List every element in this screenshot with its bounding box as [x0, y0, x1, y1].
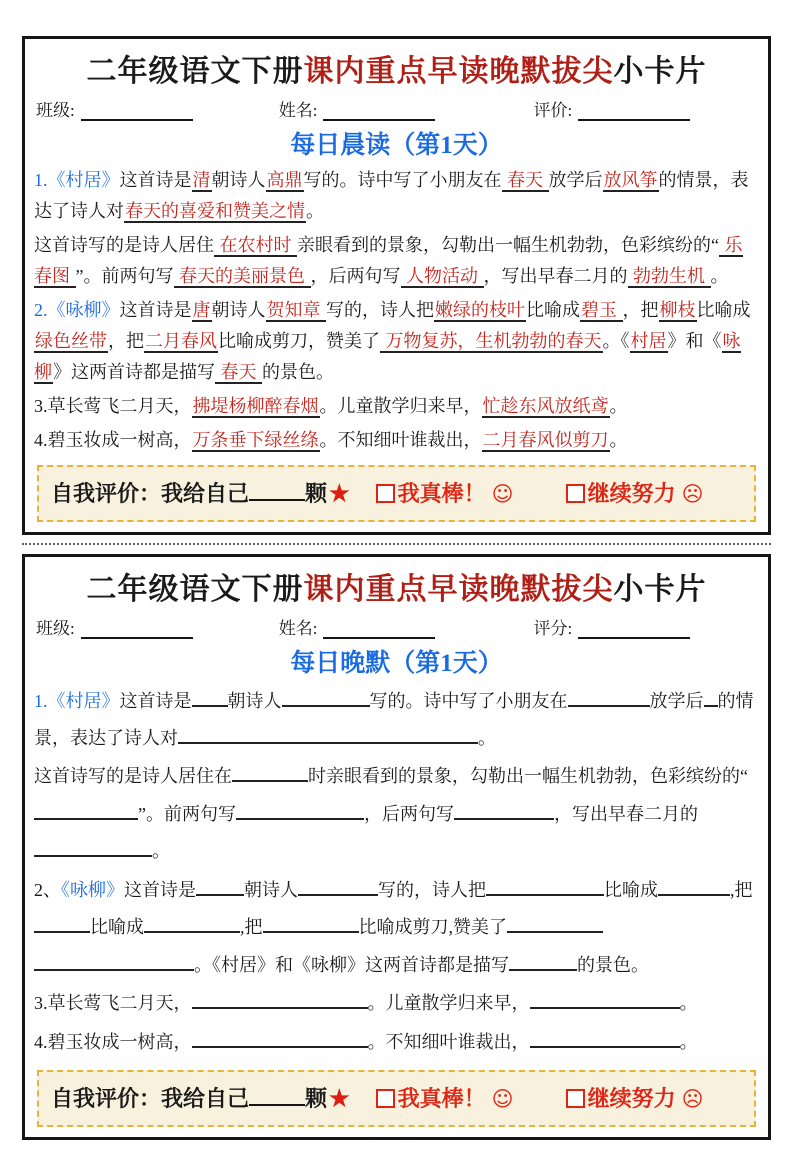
score-blank-line — [578, 620, 690, 639]
fill-in-blank — [178, 726, 478, 744]
fill-in-blank — [704, 688, 718, 706]
answer-text: 贺知章 — [266, 299, 325, 320]
answer-text: 春天 — [216, 361, 261, 382]
body-text: ，后两句写 — [364, 803, 454, 824]
answer-text: 二月春风 — [145, 330, 217, 351]
answer-text: 春天 — [502, 170, 548, 190]
checkbox-effort-icon — [566, 484, 585, 503]
poem-title: 1.《村居》 — [34, 690, 120, 711]
answer-text: 放风筝 — [603, 170, 658, 190]
body-text: 这首诗是 — [119, 690, 192, 711]
fill-in-blank — [282, 688, 370, 706]
body-text: 这首诗写的是诗人居住 — [34, 234, 214, 255]
name-label: 姓名: — [278, 101, 318, 120]
body-text: ，把 — [108, 330, 144, 351]
card-body — [34, 165, 759, 456]
card-title-black-left: 二年级语文下册 — [86, 55, 304, 88]
class-blank-line — [81, 102, 193, 121]
paragraph-cunju-analysis — [34, 230, 759, 292]
fill-in-blank — [530, 991, 680, 1009]
body-text: 。《村居》和《咏柳》这两首诗都是描写 — [194, 954, 509, 975]
fill-in-blank — [298, 877, 378, 895]
name-field — [279, 614, 436, 639]
poem-title: 2.《咏柳》 — [34, 299, 120, 320]
option-great-label: 我真棒！ — [397, 1085, 486, 1111]
self-evaluation-box — [37, 1070, 756, 1127]
answer-text: 在农村时 — [215, 234, 296, 255]
fill-in-blank — [34, 952, 194, 970]
answer-text: 嫩绿的枝叶 — [435, 299, 525, 320]
card-title-red: 课内重点早读晚默拔尖 — [303, 55, 614, 88]
body-text: 放学后 — [649, 690, 704, 711]
body-text: 4.碧玉妆成一树高， — [34, 1031, 192, 1052]
name-field — [279, 96, 436, 121]
body-text: 2、 — [34, 879, 61, 900]
body-text: 。 — [152, 841, 170, 862]
checkbox-great-icon — [376, 1089, 395, 1108]
fill-in-blank — [34, 802, 138, 820]
body-text: ,把 — [240, 917, 263, 938]
body-text: 这首诗是 — [119, 299, 192, 320]
body-text: 3.草长莺飞二月天， — [34, 993, 192, 1014]
body-text: 3.草长莺飞二月天， — [34, 395, 192, 416]
morning-reading-card — [22, 36, 771, 535]
body-text: 朝诗人 — [211, 299, 266, 320]
body-text: ，写出早春二月的 — [483, 265, 628, 286]
body-text: 。 — [609, 395, 628, 416]
option-effort-label: 继续努力 — [587, 1085, 676, 1111]
body-text: 。《 — [602, 330, 630, 351]
name-label: 姓名: — [278, 618, 318, 638]
answer-text: 拂堤杨柳醉春烟 — [192, 395, 319, 416]
paragraph-cunju — [34, 165, 759, 227]
fill-in-blank — [34, 839, 152, 857]
body-text: 比喻成剪刀,赞美了 — [358, 917, 507, 938]
card-title — [34, 43, 759, 92]
body-text: 朝诗人 — [227, 690, 282, 711]
answer-text: 人物活动 — [401, 265, 483, 286]
body-text: 写的，诗人把 — [326, 299, 434, 320]
body-text: 的景色。 — [577, 954, 649, 975]
answer-text: 万物复苏，生机勃勃的春天 — [381, 330, 602, 351]
body-text: 。 — [478, 728, 496, 749]
body-text: ”。前两句写 — [75, 265, 174, 286]
fill-in-blank — [232, 764, 308, 782]
eval-unit: 颗 — [305, 480, 328, 506]
class-field — [36, 614, 193, 639]
body-text: 这首诗是 — [124, 879, 196, 900]
body-text: ，后两句写 — [310, 265, 401, 286]
star-count-blank — [249, 1084, 305, 1106]
checkbox-effort-icon — [566, 1089, 585, 1108]
smiley-face-icon: ☺ — [491, 481, 514, 506]
fill-in-blank — [454, 802, 554, 820]
option-great-label: 我真棒！ — [397, 480, 486, 506]
answer-text: 乐春图 — [34, 234, 743, 286]
class-blank-line — [81, 620, 193, 639]
answer-text: 清 — [192, 170, 211, 190]
paragraph-cunju-analysis — [34, 758, 759, 870]
body-text: 比喻成剪刀，赞美了 — [218, 330, 380, 351]
body-text: 写的，诗人把 — [378, 879, 486, 900]
body-text: 。不知细叶谁裁出， — [367, 1031, 530, 1052]
star-count-blank — [249, 479, 305, 501]
body-text: 。 — [306, 200, 324, 221]
fill-in-blank — [144, 915, 240, 933]
body-text: 放学后 — [548, 170, 603, 190]
fill-in-blank — [34, 915, 90, 933]
frown-face-icon: ☹ — [681, 1086, 704, 1111]
body-text: 的景色。 — [262, 361, 334, 382]
score-field — [533, 614, 690, 639]
info-row — [34, 92, 759, 123]
answer-text: 绿色丝带 — [35, 330, 107, 351]
body-text: 。 — [679, 1031, 698, 1052]
fill-in-blank — [486, 877, 604, 895]
poem-title: 1.《村居》 — [34, 170, 120, 190]
fill-in-blank — [692, 877, 730, 895]
fill-in-blank — [658, 877, 692, 895]
answer-text: 柳枝 — [659, 299, 696, 320]
body-text: 写的。诗中写了小朋友在 — [303, 170, 502, 190]
fill-in-blank — [192, 688, 228, 706]
paragraph-poem-line-4 — [34, 425, 759, 456]
star-icon: ★ — [329, 480, 350, 506]
eval-prefix: 自我评价：我给自己 — [51, 480, 250, 506]
paragraph-poem-line-3 — [34, 391, 759, 422]
class-field — [36, 96, 193, 121]
body-text: 的情景，表达了诗人对 — [34, 170, 749, 221]
fill-in-blank — [509, 952, 577, 970]
score-label: 评分: — [533, 618, 573, 638]
answer-text: 二月春风似剪刀 — [482, 429, 609, 450]
option-effort-label: 继续努力 — [587, 480, 676, 506]
poem-title: 《咏柳》 — [61, 879, 124, 900]
body-text: 比喻成 — [526, 299, 580, 320]
eval-unit: 颗 — [305, 1085, 328, 1111]
frown-face-icon: ☹ — [681, 481, 704, 506]
card-title-black-right: 小卡片 — [613, 572, 707, 606]
eval-prefix: 自我评价：我给自己 — [51, 1085, 250, 1111]
answer-text: 村居 — [630, 330, 667, 351]
body-text: 。 — [679, 993, 698, 1014]
body-text: 朝诗人 — [211, 170, 266, 190]
paragraph-poem-line-3 — [34, 985, 759, 1022]
evening-dictation-card — [22, 554, 771, 1140]
answer-text: 春天的喜爱和赞美之情 — [125, 200, 305, 221]
body-text: ,把 — [730, 879, 753, 900]
fill-in-blank — [196, 877, 244, 895]
body-text: 。不知细叶谁裁出， — [319, 429, 482, 450]
card-body — [34, 683, 759, 1061]
fill-in-blank — [568, 688, 650, 706]
body-text: 。儿童散学归来早， — [367, 993, 530, 1014]
body-text: 比喻成 — [604, 879, 658, 900]
body-text: ”。前两句写 — [138, 803, 236, 824]
answer-text: 春天的美丽景色 — [174, 265, 310, 286]
body-text: 。 — [609, 429, 628, 450]
paragraph-poem-line-4 — [34, 1024, 759, 1061]
smiley-face-icon: ☺ — [491, 1086, 514, 1111]
body-text: 。 — [710, 265, 729, 286]
body-text: 时亲眼看到的景象，勾勒出一幅生机勃勃，色彩缤纷的“ — [308, 766, 748, 787]
checkbox-great-icon — [376, 484, 395, 503]
body-text: 这首诗写的是诗人居住在 — [34, 766, 232, 787]
paragraph-cunju — [34, 683, 759, 758]
class-label: 班级: — [36, 618, 75, 638]
paragraph-yongliu — [34, 872, 759, 984]
class-label: 班级: — [36, 101, 75, 120]
paragraph-yongliu — [34, 295, 759, 388]
answer-text: 忙趁东风放纸鸢 — [482, 395, 609, 416]
fill-in-blank — [530, 1029, 680, 1047]
answer-text: 勃勃生机 — [628, 265, 710, 286]
body-text: ，把 — [622, 299, 659, 320]
answer-text: 咏柳 — [34, 330, 741, 382]
answer-text: 万条垂下绿丝绦 — [192, 429, 319, 450]
body-text: ，写出早春二月的 — [554, 803, 698, 824]
fill-in-blank — [507, 915, 603, 933]
card-title-black-left: 二年级语文下册 — [86, 572, 304, 606]
body-text: 亲眼看到的景象，勾勒出一幅生机勃勃，色彩缤纷的“ — [297, 234, 719, 255]
section-title-evening: 每日晚默（第1天） — [290, 649, 503, 677]
section-title-morning: 每日晨读（第1天） — [290, 132, 503, 159]
body-text: 的情景，表达了诗人对 — [34, 690, 754, 749]
body-text: 这首诗是 — [119, 170, 192, 190]
fill-in-blank — [236, 802, 364, 820]
evaluation-blank-line — [578, 102, 690, 121]
body-text: 比喻成 — [696, 299, 751, 320]
name-blank-line — [323, 102, 435, 121]
answer-text: 高鼎 — [266, 170, 303, 190]
fill-in-blank — [192, 991, 368, 1009]
answer-text: 唐 — [192, 299, 211, 320]
star-icon: ★ — [329, 1085, 350, 1111]
card-title-black-right: 小卡片 — [613, 55, 707, 88]
info-row — [34, 610, 759, 641]
name-blank-line — [323, 620, 435, 639]
card-title — [34, 561, 759, 610]
fill-in-blank — [192, 1029, 368, 1047]
evaluation-label: 评价: — [533, 101, 573, 120]
cut-separator-line — [22, 543, 771, 545]
evaluation-field — [533, 96, 690, 121]
body-text: 》这两首诗都是描写 — [53, 361, 215, 382]
body-text: 4.碧玉妆成一树高， — [34, 429, 192, 450]
body-text: 写的。诗中写了小朋友在 — [369, 690, 568, 711]
body-text: 比喻成 — [90, 917, 144, 938]
body-text: 朝诗人 — [244, 879, 298, 900]
body-text: 》和《 — [667, 330, 722, 351]
answer-text: 碧玉 — [581, 299, 622, 320]
body-text: 。儿童散学归来早， — [319, 395, 482, 416]
self-evaluation-box — [37, 465, 756, 522]
card-title-red: 课内重点早读晚默拔尖 — [303, 572, 614, 606]
fill-in-blank — [263, 915, 359, 933]
